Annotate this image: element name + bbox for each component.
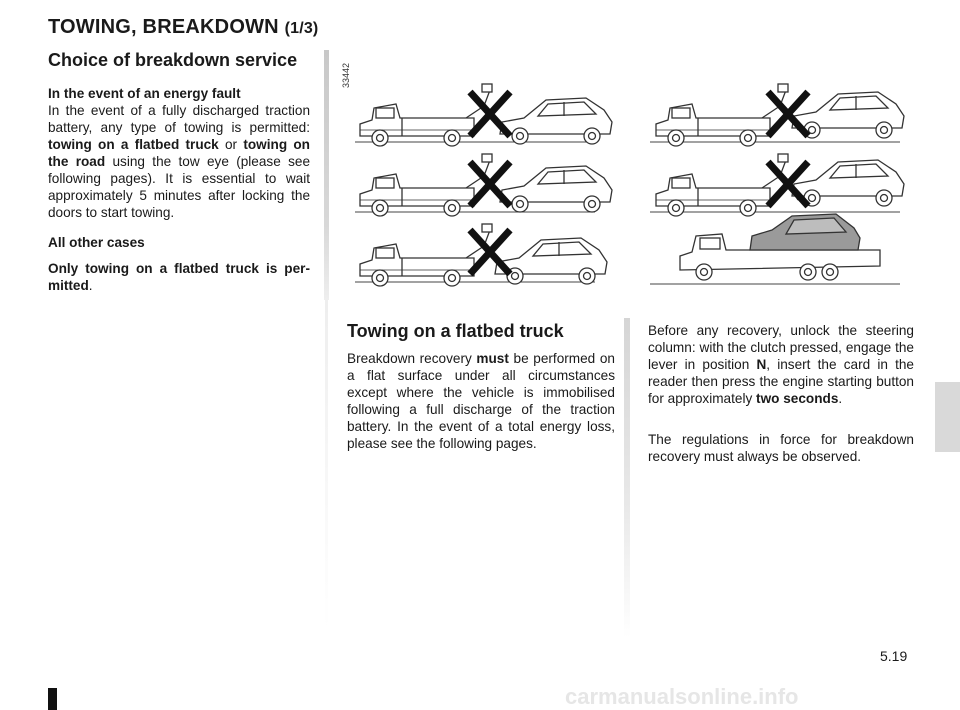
other-cases-title: All other cases: [48, 235, 145, 250]
page-edge-mark: [48, 688, 57, 710]
other-cases-text: Only towing on a flatbed truck is permitted.: [48, 261, 310, 293]
column-divider-fade: [325, 300, 328, 630]
page-title: TOWING, BREAKDOWN (1/3): [48, 16, 319, 38]
flatbed-text: Breakdown recovery must be performed on a flat surface under all circumstances except where the vehicle is immobilised following a full discharge of the traction battery. In the event of a total energy loss, please see the following pages.: [347, 351, 615, 451]
section-tab: [935, 382, 960, 452]
energy-fault-text: In the event of a fully discharged traction battery, any type of towing is permitted: towing on a flatbed truck or towing on the road using the tow eye (please see following pages). It is essential to wait approximately 5 minutes after locking the doors to start towing.: [48, 103, 311, 220]
section-heading-flatbed: Towing on a flatbed truck: [347, 321, 564, 341]
page-title-part: (1/3): [284, 20, 319, 37]
watermark: carmanualsonline.info: [565, 684, 799, 709]
regulations-note: The regulations in force for breakdown recovery must always be observed.: [648, 432, 914, 464]
recovery-instructions: Before any recovery, unlock the steering column: with the clutch pressed, engage the lever in position N, insert the card in the reader then press the engine starting button for approximately two seconds.: [648, 323, 914, 406]
page-number: 5.19: [880, 648, 908, 664]
section-heading-choice: Choice of breakdown service: [48, 50, 298, 70]
column-divider-right: [624, 318, 630, 638]
energy-fault-title: In the event of an energy fault: [48, 86, 241, 101]
figure-code: 33442: [341, 62, 351, 88]
energy-fault-block: [48, 85, 310, 221]
flatbed-truck: [680, 214, 880, 280]
column-divider: [324, 50, 329, 300]
towing-illustration: [340, 70, 935, 310]
